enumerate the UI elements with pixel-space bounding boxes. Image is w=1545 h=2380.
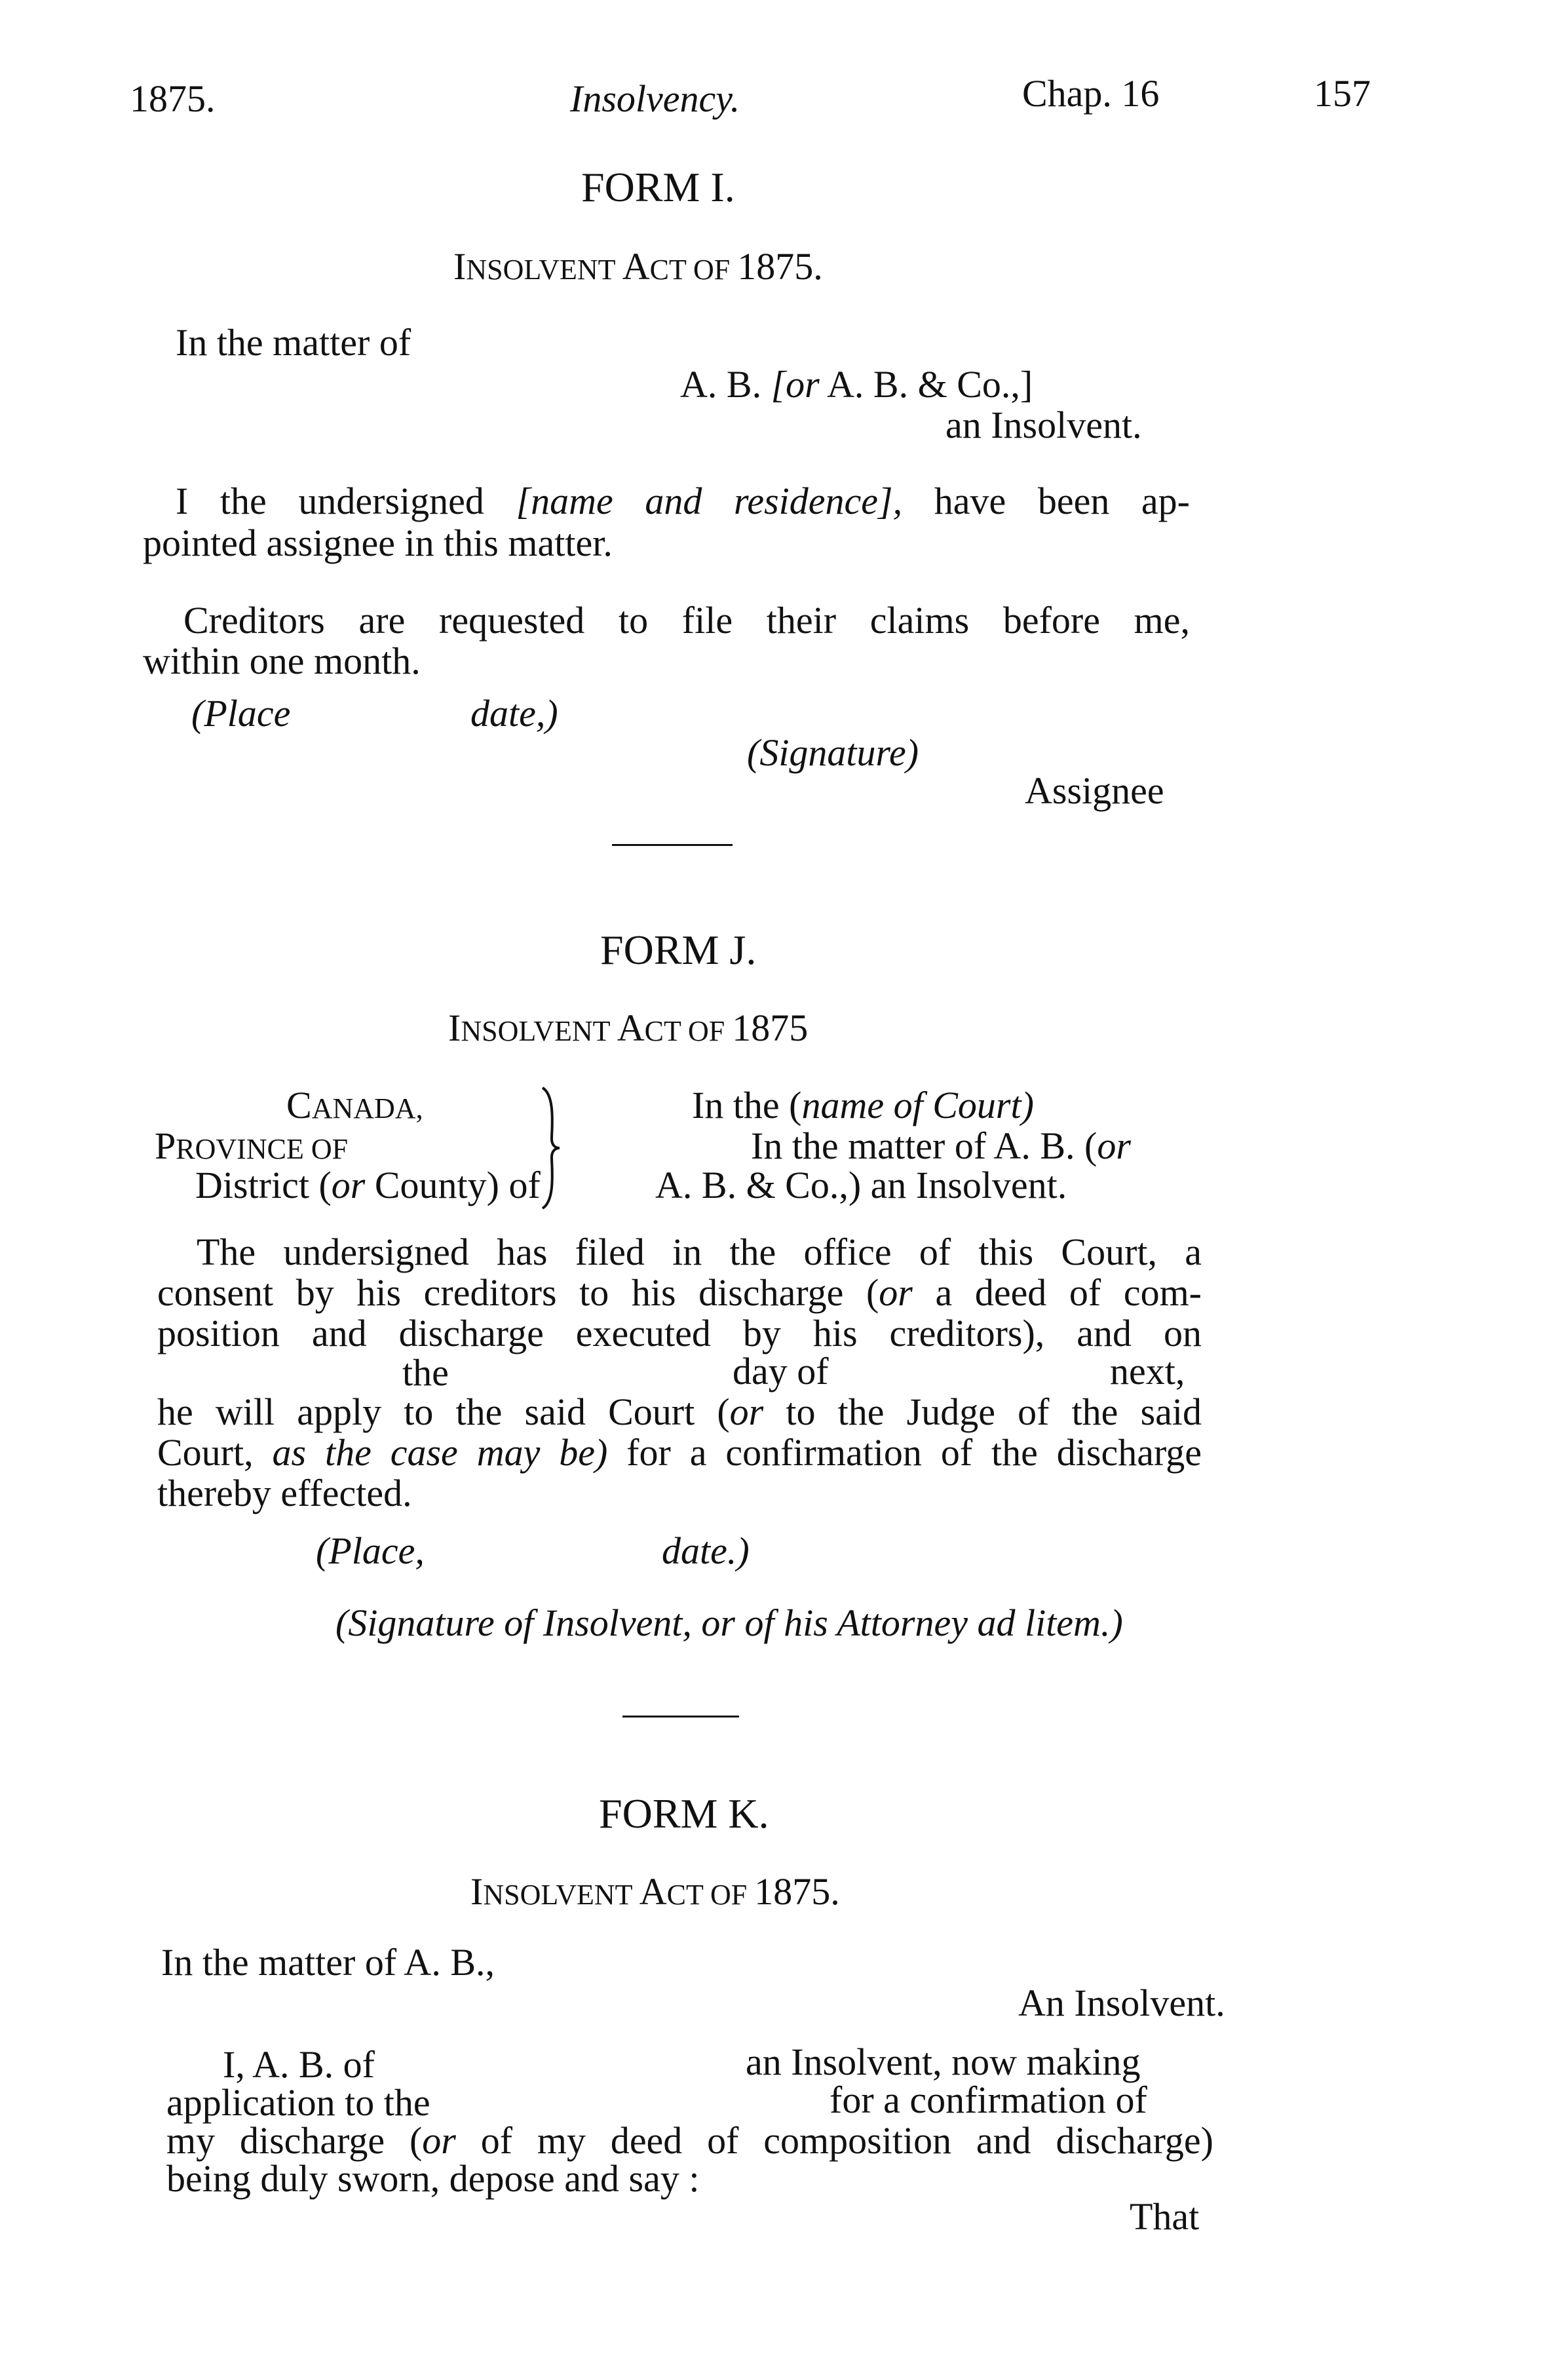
form-j-brace <box>536 1083 566 1214</box>
form-j-matter: In the matter of A. B. (or <box>751 1124 1131 1167</box>
form-j-body-line4-next: next, <box>1110 1350 1185 1392</box>
form-k-act-title: INSOLVENT ACT OF 1875. <box>470 1870 840 1913</box>
form-j-date: date.) <box>662 1529 750 1572</box>
form-j-canada: CANADA, <box>286 1084 423 1126</box>
form-i-matter-label: In the matter of <box>176 321 411 364</box>
form-i-para2-line2: within one month. <box>143 640 421 682</box>
form-j-court: In the (name of Court) <box>692 1084 1034 1126</box>
form-i-insolvent-label: an Insolvent. <box>945 404 1142 446</box>
form-i-date: date,) <box>470 692 558 735</box>
form-i-para1-line1: I the undersigned [name and residence], have been ap- <box>176 480 1190 522</box>
form-j-body-line7: thereby effected. <box>157 1472 412 1514</box>
form-j-signature: (Signature of Insolvent, or of his Attorney ad litem.) <box>335 1602 1123 1644</box>
form-i-insolvent-name: A. B. [or A. B. & Co.,] <box>680 363 1033 406</box>
form-k-heading: FORM K. <box>599 1790 769 1837</box>
form-k-line2-b: for a confirmation of <box>830 2079 1147 2121</box>
form-j-body-line3: position and discharge executed by his creditors), and on <box>157 1312 1202 1354</box>
form-j-insolvent-line: A. B. & Co.,) an Insolvent. <box>655 1164 1067 1206</box>
header-year: 1875. <box>130 77 216 120</box>
form-k-line3: my discharge (or of my deed of composition and discharge) <box>166 2119 1213 2162</box>
form-k-line1-b: an Insolvent, now making <box>746 2041 1141 2083</box>
section-divider <box>612 844 733 846</box>
header-title: Insolvency. <box>570 77 740 120</box>
form-k-catchword: That <box>1130 2195 1200 2238</box>
form-j-district: District (or County) of <box>195 1164 541 1206</box>
form-k-line2-a: application to the <box>166 2081 430 2124</box>
header-page-number: 157 <box>1314 72 1371 115</box>
form-j-body-line2: consent by his creditors to his discharge (or a deed of com- <box>157 1271 1202 1314</box>
form-j-body-line6: Court, as the case may be) for a confirmation of the discharge <box>157 1431 1202 1474</box>
form-k-line1-a: I, A. B. of <box>223 2043 375 2086</box>
form-k-matter-label: In the matter of A. B., <box>161 1941 495 1984</box>
form-i-heading: FORM I. <box>581 164 735 210</box>
section-divider <box>622 1716 739 1718</box>
form-j-province: PROVINCE OF <box>155 1124 349 1167</box>
form-i-para1-line2: pointed assignee in this matter. <box>143 522 613 564</box>
form-i-place: (Place <box>191 692 291 735</box>
form-j-heading: FORM J. <box>600 927 757 973</box>
form-i-para2-line1: Creditors are requested to file their claims before me, <box>183 599 1190 642</box>
form-j-body-line5: he will apply to the said Court (or to the Judge of the said <box>157 1391 1202 1433</box>
form-j-body-line4-day-of: day of <box>733 1350 829 1392</box>
form-i-act-title: INSOLVENT ACT OF 1875. <box>453 245 823 288</box>
header-chapter: Chap. 16 <box>1022 72 1160 115</box>
form-k-line4: being duly sworn, depose and say : <box>166 2157 700 2200</box>
form-j-act-title: INSOLVENT ACT OF 1875 <box>448 1007 809 1049</box>
form-j-body-line1: The undersigned has filed in the office of this Court, a <box>197 1231 1202 1273</box>
form-j-body-line4-the: the <box>402 1351 449 1394</box>
form-k-insolvent-label: An Insolvent. <box>1018 1982 1225 2024</box>
form-i-signature: (Signature) <box>747 731 919 774</box>
form-i-assignee: Assignee <box>1025 769 1164 812</box>
form-j-place: (Place, <box>316 1529 425 1572</box>
